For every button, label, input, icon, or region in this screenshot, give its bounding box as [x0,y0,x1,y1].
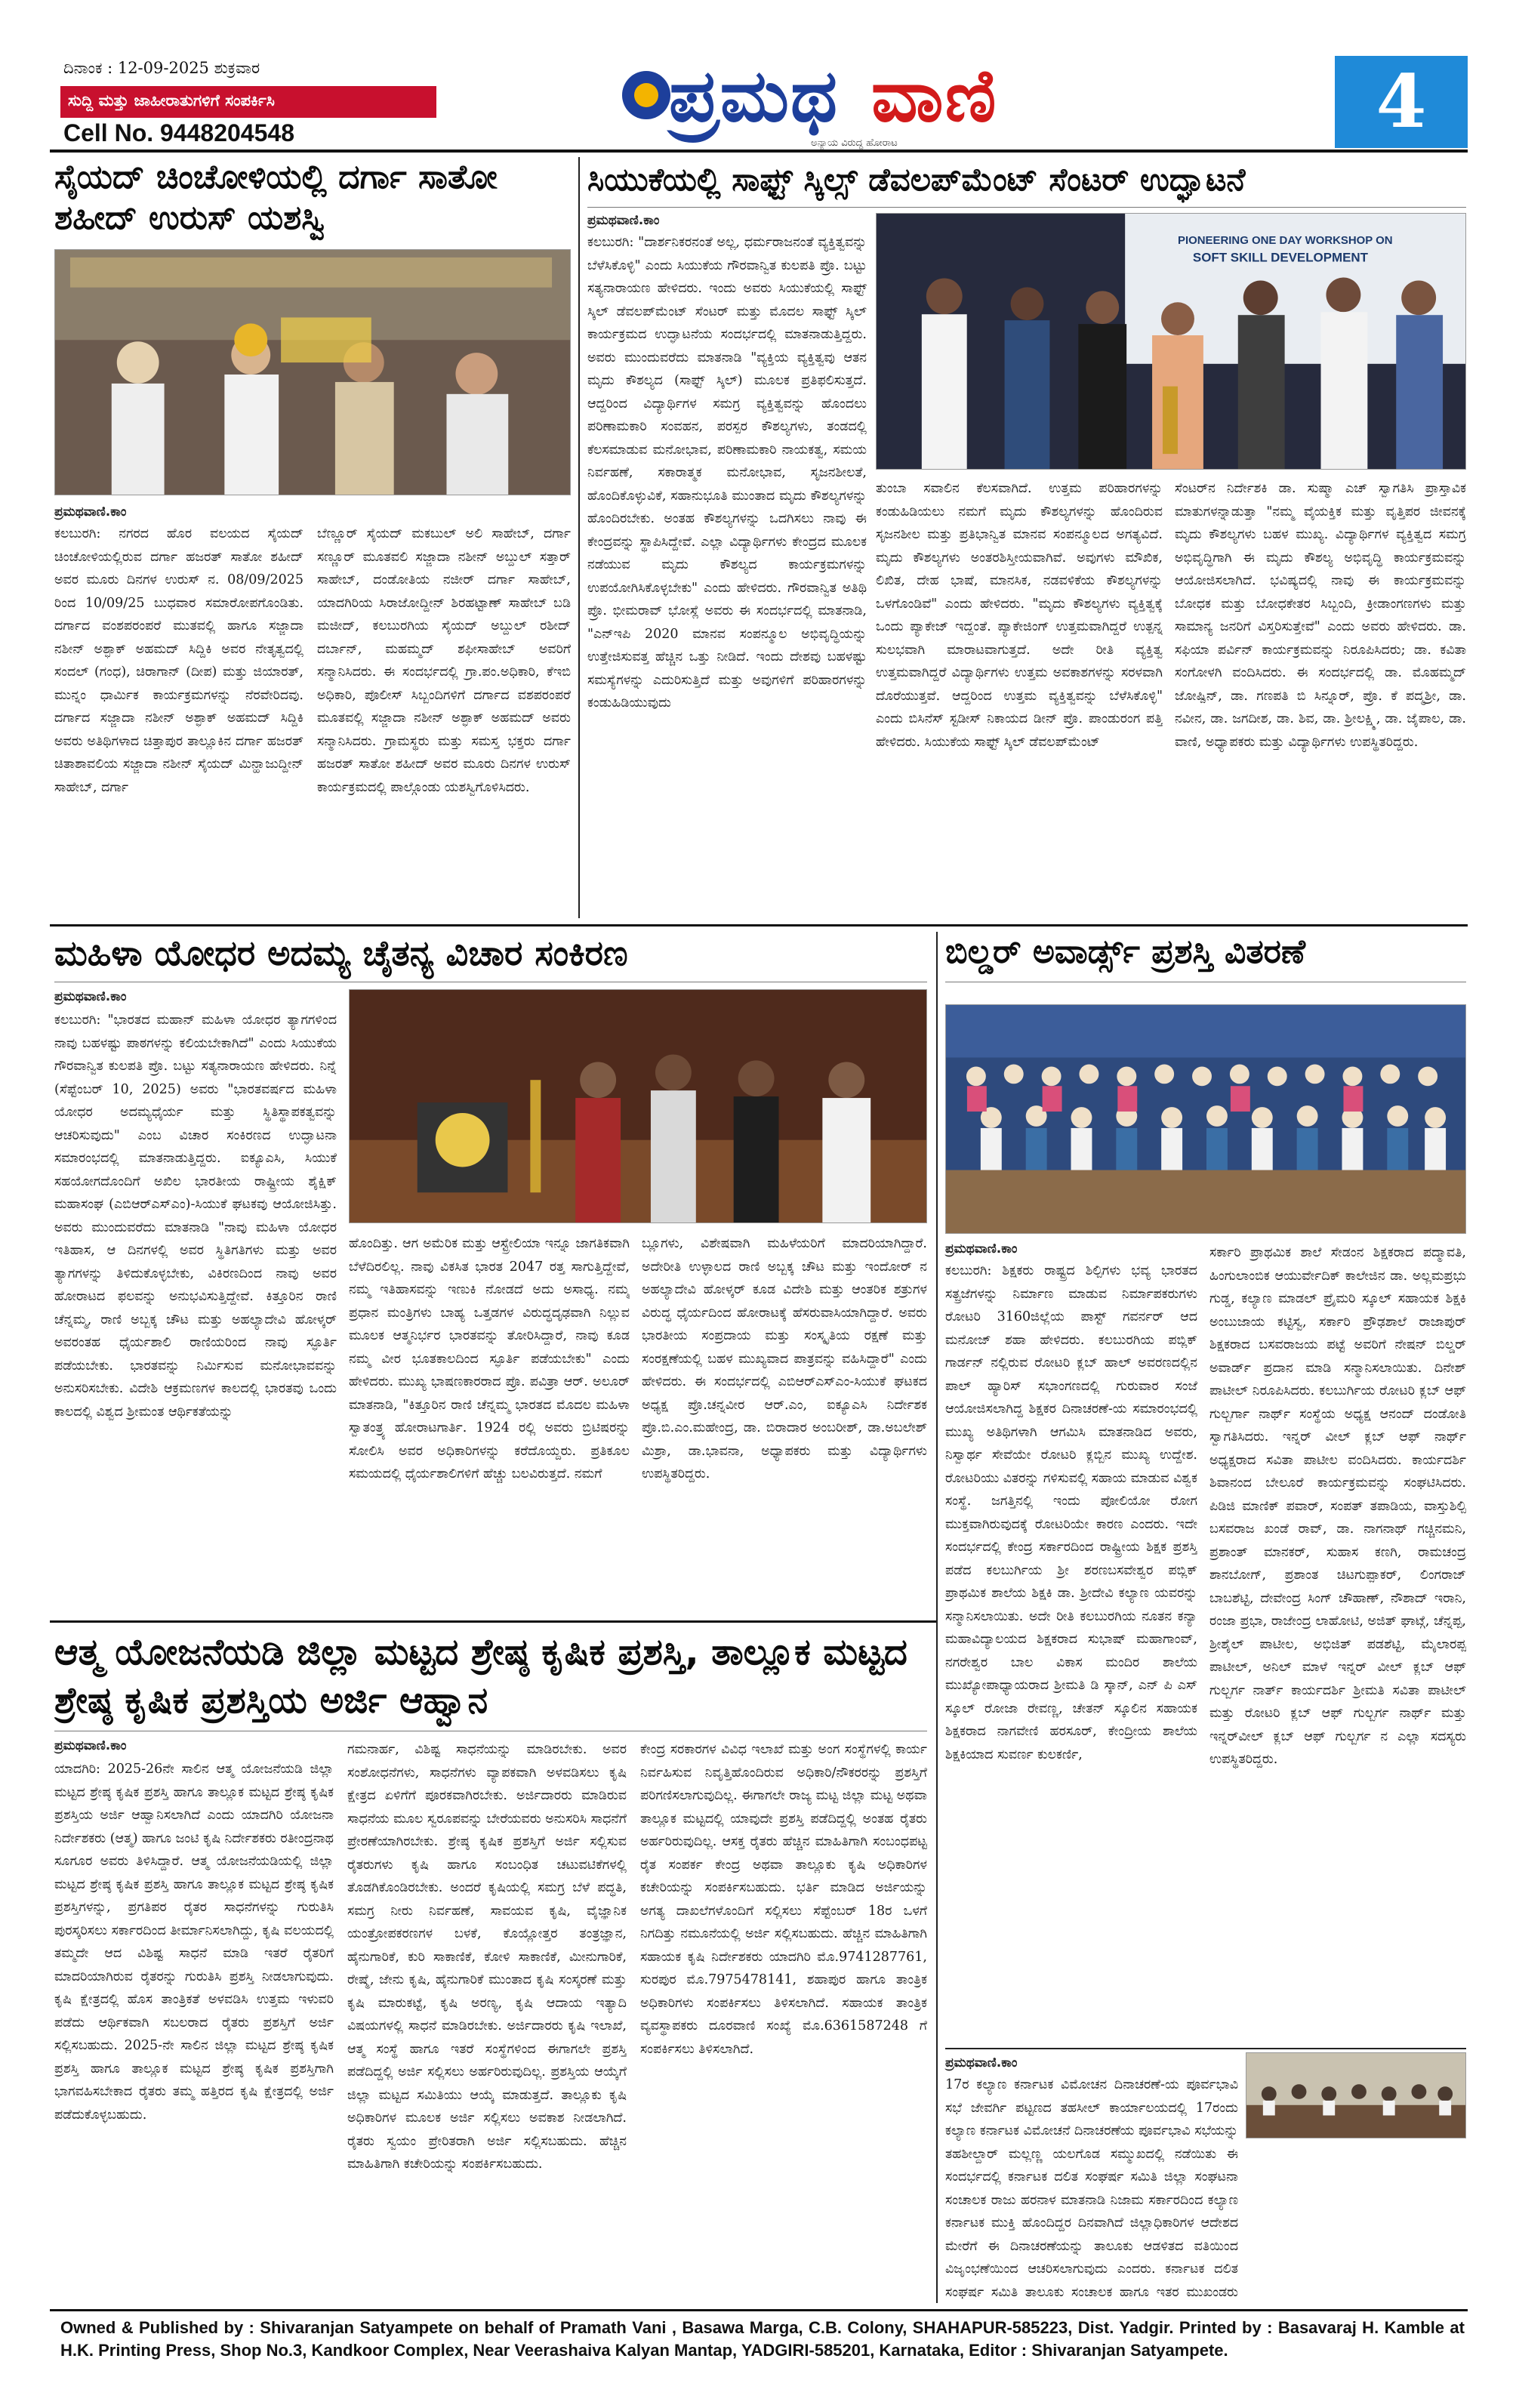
date-line: ದಿನಾಂಕ : 12-09-2025 ಶುಕ್ರವಾರ [63,59,260,77]
stage-banner-line2: SOFT SKILL DEVELOPMENT [1192,250,1369,265]
atma-text-col2: ಗಮನಾರ್ಹ, ವಿಶಿಷ್ಟ ಸಾಧನೆಯನ್ನು ಮಾಡಿರಬೇಕು. ಅವರ ಸಂಶೋಧನೆಗಳು, ಸಾಧನೆಗಳು ವ್ಯಾಪಕವಾಗಿ ಅಳವಡಿಸಲು ಕೃಷಿ ಕ್ಷೇತ್ರದ ಏಳಿಗೆಗೆ ಪೂರಕವಾಗಿರಬೇಕು. ಅರ್ಜಿದಾರರು ಮಾಡಿರುವ ಸಾಧನೆಯ ಮೂಲ ಸ್ವರೂಪವನ್ನು ಬೇರೆಯವರು ಅನುಸರಿಸಿ ಸಾಧನೆಗೆ ಪ್ರೇರಣೆಯಾಗಿರಬೇಕು. ಶ್ರೇಷ್ಠ ಕೃಷಿಕ ಪ್ರಶಸ್ತಿಗೆ ಅರ್ಜಿ ಸಲ್ಲಿಸುವ ರೈತರುಗಳು ಕೃಷಿ ಹಾಗೂ ಸಂಬಂಧಿತ ಚಟುವಟಿಕೆಗಳಲ್ಲಿ ತೊಡಗಿಕೊಂಡಿರಬೇಕು. ಅಂದರೆ ಕೃಷಿಯಲ್ಲಿ ಸಮಗ್ರ ಬೆಳೆ ಪದ್ಧತಿ, ಸಮಗ್ರ ನೀರು ನಿರ್ವಹಣೆ, ಸಾವಯವ ಕೃಷಿ, ವೈಜ್ಞಾನಿಕ ಯಂತ್ರೋಪಕರಣಗಳ ಬಳಕೆ, ಕೊಯ್ಲೋತ್ತರ ತಂತ್ರಜ್ಞಾನ, ಹೈನುಗಾರಿಕೆ, ಕುರಿ ಸಾಕಾಣಿಕೆ, ಕೋಳಿ ಸಾಕಾಣಿಕೆ, ಮೀನುಗಾರಿಕೆ, ರೇಷ್ಮೆ, ಜೇನು ಕೃಷಿ, ಹೈನುಗಾರಿಕೆ ಮುಂತಾದ ಕೃಷಿ ಸಂಸ್ಕರಣೆ ಮತ್ತು ಕೃಷಿ ಮಾರುಕಟ್ಟೆ, ಕೃಷಿ ಅರಣ್ಯ, ಕೃಷಿ ಆದಾಯ ಇತ್ಯಾದಿ ವಿಷಯಗಳಲ್ಲಿ ಸಾಧನೆ ಮಾಡಿರಬೇಕು. ಅರ್ಜಿದಾರರು ಕೃಷಿ ಇಲಾಖೆ, ಆತ್ಮ ಸಂಸ್ಥೆ ಹಾಗೂ ಇತರೆ ಸಂಸ್ಥೆಗಳಿಂದ ಈಗಾಗಲೇ ಪ್ರಶಸ್ತಿ ಪಡೆದಿದ್ದಲ್ಲಿ ಅರ್ಜಿ ಸಲ್ಲಿಸಲು ಅರ್ಹರಿರುವುದಿಲ್ಲ. ಪ್ರಶಸ್ತಿಯ ಆಯ್ಕೆಗೆ ಜಿಲ್ಲಾ ಮಟ್ಟದ ಸಮಿತಿಯು ಆಯ್ಕೆ ಮಾಡುತ್ತದೆ. ತಾಲ್ಲೂಕು ಕೃಷಿ ಅಧಿಕಾರಿಗಳ ಮೂಲಕ ಅರ್ಜಿ ಸಲ್ಲಿಸಲು ಅವಕಾಶ ನೀಡಲಾಗಿದೆ. ರೈತರು ಸ್ವಯಂ ಪ್ರೇರಿತರಾಗಿ ಅರ್ಜಿ ಸಲ್ಲಿಸಬಹುದು. ಹೆಚ್ಚಿನ ಮಾಹಿತಿಗಾಗಿ ಕಚೇರಿಯನ್ನು ಸಂಪರ್ಕಿಸಬಹುದು. [347,1742,627,2172]
logo-tagline: ಅನ್ಯಾಯ ವಿರುದ್ಧ ಹೋರಾಟ [811,137,898,149]
dargah-headline: ಸೈಯದ್ ಚಿಂಚೋಳಿಯಲ್ಲಿ ದರ್ಗಾ ಸಾತೋ ಶಹೀದ್ ಉರುಸ್ ಯಶಸ್ವಿ [54,158,498,237]
women-text-col3: ಬ್ಲೂಗಳು, ವಿಶೇಷವಾಗಿ ಮಹಿಳೆಯರಿಗೆ ಮಾದರಿಯಾಗಿದ್ದಾರೆ. ಅದೇರೀತಿ ಉಳ್ಳಾಲದ ರಾಣಿ ಅಬ್ಬಕ್ಕ ಚೌಟ ಮತ್ತು ಇಂದೋರ್ ನ ಅಹಲ್ಯಾದೇವಿ ಹೋಳ್ಕರ್ ಕೂಡ ವಿದೇಶಿ ಮತ್ತು ಆಂತರಿಕ ಶತ್ರುಗಳ ವಿರುದ್ಧ ಧೈರ್ಯದಿಂದ ಹೋರಾಟಕ್ಕೆ ಹೆಸರುವಾಸಿಯಾಗಿದ್ದಾರೆ. ಅವರು ಭಾರತೀಯ ಸಂಪ್ರದಾಯ ಮತ್ತು ಸಂಸ್ಕೃತಿಯ ರಕ್ಷಣೆ ಮತ್ತು ಸಂರಕ್ಷಣೆಯಲ್ಲಿ ಬಹಳ ಮುಖ್ಯವಾದ ಪಾತ್ರವನ್ನು ವಹಿಸಿದ್ದಾರೆ" ಎಂದು ಹೇಳಿದರು. ಈ ಸಂದರ್ಭದಲ್ಲಿ ಎಬಿಆರ್‌ಎಸ್‌ಎಂ-ಸಿಯುಕೆ ಘಟಕದ ಅಧ್ಯಕ್ಷ ಪ್ರೊ.ಚನ್ನವೀರ ಆರ್.ಎಂ, ಐಕ್ಯೂಎಸಿ ನಿರ್ದೇಶಕ ಪ್ರೊ.ಬಿ.ಎಂ.ಮಹೇಂದ್ರ, ಡಾ. ಬಿರಾದಾರ ಅಂಬರೀಶ್, ಡಾ.ಅಬಲೇಶ್ ಮಿಶ್ರಾ, ಡಾ.ಭಾವನಾ, ಅಧ್ಯಾಪಕರು ಮತ್ತು ವಿದ್ಯಾರ್ಥಿಗಳು ಉಪಸ್ಥಿತರಿದ್ದರು. [642,1236,927,1481]
imprint-line: Owned & Published by : Shivaranjan Satyampete on behalf of Pramath Vani , Basawa Marga, C.B. Colony, SHAHAPUR-585223, Dist. Yadgir. Printed by : Basavaraj H. Kamble at H.K. Printing Press, Shop No.3, Kandkoor Complex, Near Veerashaiva Kalyan Mantap, YADGIRI-585201, Karnataka, Editor : Shivaranjan Satyampete. [60,2318,1465,2360]
logo-word-vani: ವಾಣಿ [871,54,998,138]
builders-photo [945,1004,1466,1234]
page-number: 4 [1335,56,1468,148]
women-byline: ಪ್ರಮಥವಾಣಿ.ಕಾಂ [54,989,127,1004]
samiti-byline: ಪ್ರಮಥವಾಣಿ.ಕಾಂ [945,2055,1018,2070]
samiti-text-col1: 17ರ ಕಲ್ಯಾಣ ಕರ್ನಾಟಕ ವಿಮೋಚನ ದಿನಾಚರಣೆ-ಯ ಪೂರ್ವಭಾವಿ ಸಭೆ ಜೇವರ್ಗಿ ಪಟ್ಟಣದ ತಹಸೀಲ್ ಕಾರ್ಯಾಲಯದಲ್ಲಿ 17ರಂದು ಕಲ್ಯಾಣ ಕರ್ನಾಟಕ ವಿಮೋಚನೆ ದಿನಾಚರಣೆಯ ಪೂರ್ವಭಾವಿ ಸಭೆಯನ್ನು ತಹಶೀಲ್ದಾರ್ ಮಲ್ಲಣ್ಣ ಯಲಗೊಡ ಸಮ್ಮುಖದಲ್ಲಿ ನಡೆಯಿತು ಈ ಸಂದರ್ಭದಲ್ಲಿ ಕರ್ನಾಟಕ ದಲಿತ ಸಂಘರ್ಷ ಸಮಿತಿ ಜಿಲ್ಲಾ ಸಂಘಟನಾ ಸಂಚಾಲಕ ರಾಜು ಹರನಾಳ ಮಾತನಾಡಿ ನಿಜಾಮ ಸರ್ಕಾರದಿಂದ ಕಲ್ಯಾಣ ಕರ್ನಾಟಕ ಮುಕ್ತಿ ಹೊಂದಿದ್ದರ ದಿನವಾಗಿದೆ ಜಿಲ್ಲಾಧಿಕಾರಿಗಳ ಆದೇಶದ ಮೇರೆಗೆ ಈ ದಿನಾಚರಣೆಯನ್ನು ತಾಲೂಕು ಆಡಳಿತದ ವತಿಯಿಂದ ವಿಜೃಂಭಣೆಯಿಂದ ಆಚರಿಸಲಾಗುವುದು ಎಂದರು. ಕರ್ನಾಟಕ ದಲಿತ ಸಂಘರ್ಷ ಸಮಿತಿ ತಾಲೂಕು ಸಂಚಾಲಕ ಹಾಗೂ ಇತರ ಮುಖಂಡರು [945,2077,1238,2300]
dargah-byline: ಪ್ರಮಥವಾಣಿ.ಕಾಂ [54,504,127,520]
softskills-text-col2: ತುಂಬಾ ಸವಾಲಿನ ಕೆಲಸವಾಗಿದೆ. ಉತ್ತಮ ಪರಿಹಾರಗಳನ್ನು ಕಂಡುಹಿಡಿಯಲು ನಮಗೆ ಮೃದು ಕೌಶಲ್ಯಗಳನ್ನು ಹೊಂದಿರುವ ಸೃಜನಶೀಲ ಮತ್ತು ಪ್ರತಿಭಾನ್ವಿತ ಮಾನವ ಸಂಪನ್ಮೂಲದ ಅಗತ್ಯವಿದೆ. ಮೃದು ಕೌಶಲ್ಯಗಳು ಅಂತರಶಿಸ್ತೀಯವಾಗಿವೆ. ಅವುಗಳು ಮೌಖಿಕ, ಲಿಖಿತ, ದೇಹ ಭಾಷೆ, ಮಾನಸಿಕ, ನಡವಳಿಕೆಯ ಕೌಶಲ್ಯಗಳನ್ನು ಒಳಗೊಂಡಿವೆ" ಎಂದು ಹೇಳಿದರು. "ಮೃದು ಕೌಶಲ್ಯಗಳು ವ್ಯಕ್ತಿತ್ವಕ್ಕೆ ಒಂದು ಪ್ಯಾಕೇಜ್ ಇದ್ದಂತೆ. ಪ್ಯಾಕೇಜಿಂಗ್ ಉತ್ತಮವಾಗಿದ್ದರೆ ಉತ್ಪನ್ನ ಸುಲಭವಾಗಿ ಮಾರಾಟವಾಗುತ್ತದೆ. ಅದೇ ರೀತಿ ವ್ಯಕ್ತಿತ್ವ ಉತ್ತಮವಾಗಿದ್ದರೆ ವಿದ್ಯಾರ್ಥಿಗಳು ಉತ್ತಮ ಅವಕಾಶಗಳನ್ನು ಸರಳವಾಗಿ ದೊರೆಯುತ್ತವೆ. ಆದ್ದರಿಂದ ಉತ್ತಮ ವ್ಯಕ್ತಿತ್ವವನ್ನು ಬೆಳೆಸಿಕೊಳ್ಳಿ" ಎಂದು ಬಿಸಿನೆಸ್ ಸ್ಟಡೀಸ್ ನಿಕಾಯದ ಡೀನ್ ಪ್ರೊ. ಪಾಂಡುರಂಗ ಪತ್ತಿ ಹೇಳಿದರು. ಸಿಯುಕೆಯ ಸಾಫ್ಟ್ ಸ್ಕಿಲ್ ಡೆವಲಪ್‌ಮೆಂಟ್ [876,481,1163,750]
section-divider [50,924,1468,927]
builders-headline: ಬಿಲ್ಡರ್ ಅವಾರ್ಡ್ಸ್ ಪ್ರಶಸ್ತಿ ವಿತರಣೆ [945,933,1305,971]
headline-underline [587,207,1466,208]
builders-byline: ಪ್ರಮಥವಾಣಿ.ಕಾಂ [945,1241,1018,1256]
masthead-rule [50,150,1468,153]
cell-number: Cell No. 9448204548 [63,119,294,146]
atma-headline: ಆತ್ಮ ಯೋಜನೆಯಡಿ ಜಿಲ್ಲಾ ಮಟ್ಟದ ಶ್ರೇಷ್ಠ ಕೃಷಿಕ ಪ್ರಶಸ್ತಿ, ತಾಲ್ಲೂಕ ಮಟ್ಟದ ಶ್ರೇಷ್ಠ ಕೃಷಿಕ ಪ್ರಶಸ್ತಿಯ ಅರ್ಜಿ ಆಹ್ವಾನ [54,1631,907,1722]
women-text-col1: ಕಲಬುರಗಿ: "ಭಾರತದ ಮಹಾನ್ ಮಹಿಳಾ ಯೋಧರ ತ್ಯಾಗಗಳಿಂದ ನಾವು ಬಹಳಷ್ಟು ಪಾಠಗಳನ್ನು ಕಲಿಯಬೇಕಾಗಿದೆ" ಎಂದು ಸಿಯುಕೆಯ ಗೌರವಾನ್ವಿತ ಕುಲಪತಿ ಪ್ರೊ. ಬಟ್ಟು ಸತ್ಯನಾರಾಯಣ ಹೇಳಿದರು. ನಿನ್ನೆ (ಸೆಪ್ಟೆಂಬರ್ 10, 2025) ಅವರು "ಭಾರತವರ್ಷದ ಮಹಿಳಾ ಯೋಧರ ಅದಮ್ಯಧೈರ್ಯ ಮತ್ತು ಸ್ಥಿತಿಸ್ಥಾಪಕತ್ವವನ್ನು ಆಚರಿಸುವುದು" ಎಂಬ ವಿಚಾರ ಸಂಕಿರಣದ ಉದ್ಘಾಟನಾ ಸಮಾರಂಭದಲ್ಲಿ ಮಾತನಾಡುತ್ತಿದ್ದರು. ಐಕ್ಯೂಎಸಿ, ಸಿಯುಕೆ ಸಹಯೋಗದೊಂದಿಗೆ ಅಖಿಲ ಭಾರತೀಯ ರಾಷ್ಟ್ರೀಯ ಶೈಕ್ಷಿಕ್ ಮಹಾಸಂಘ (ಎಬಿಆರ್‌ಎಸ್‌ಎಂ)-ಸಿಯುಕೆ ಘಟಕವು ಆಯೋಜಿಸಿತ್ತು. ಅವರು ಮುಂದುವರೆದು ಮಾತನಾಡಿ "ನಾವು ಮಹಿಳಾ ಯೋಧರ ಇತಿಹಾಸ, ಆ ದಿನಗಳಲ್ಲಿ ಅವರ ಸ್ಥಿತಿಗತಿಗಳು ಮತ್ತು ಅವರ ತ್ಯಾಗಗಳನ್ನು ತಿಳಿದುಕೊಳ್ಳಬೇಕು, ವಿಕಿರಣದಿಂದ ನಾವು ಅವರ ಹೋರಾಟದ ಫಲವನ್ನು ಅನುಭವಿಸುತ್ತಿದ್ದೇವೆ. ಕಿತ್ತೂರಿನ ರಾಣಿ ಚೆನ್ನಮ್ಮ, ರಾಣಿ ಅಬ್ಬಕ್ಕ ಚೌಟ ಮತ್ತು ಅಹಲ್ಯಾದೇವಿ ಹೋಳ್ಕರ್ ಅವರಂತಹ ಧೈರ್ಯಶಾಲಿ ರಾಣಿಯರಿಂದ ನಾವು ಸ್ಫೂರ್ತಿ ಪಡೆಯಬೇಕು. ಭಾರತವನ್ನು ನಿರ್ಮಿಸುವ ಮನೋಭಾವವನ್ನು ಅನುಸರಿಸಬೇಕು. ವಿದೇಶಿ ಆಕ್ರಮಣಗಳ ಕಾಲದಲ್ಲಿ ಭಾರತವು ಒಂದು ಕಾಲದಲ್ಲಿ ವಿಶ್ವದ ಶ್ರೀಮಂತ ಆರ್ಥಿಕತೆಯನ್ನು [54,1013,337,1420]
softskills-photo [876,213,1466,470]
newspaper-logo [622,54,1045,148]
softskills-text-col1: ಕಲಬುರಗಿ: "ದಾರ್ಶನಿಕರನಂತೆ ಅಲ್ಲ, ಧರ್ಮರಾಜನಂತೆ ವ್ಯಕ್ತಿತ್ವವನ್ನು ಬೆಳೆಸಿಕೊಳ್ಳಿ" ಎಂದು ಸಿಯುಕೆಯ ಗೌರವಾನ್ವಿತ ಕುಲಪತಿ ಪ್ರೊ. ಬಟ್ಟು ಸತ್ಯನಾರಾಯಣ ಹೇಳಿದರು. ಇಂದು ಅವರು ಸಿಯುಕೆಯಲ್ಲಿ ಸಾಫ್ಟ್ ಸ್ಕಿಲ್ ಡೆವಲಪ್‌ಮೆಂಟ್ ಸೆಂಟರ್ ಮತ್ತು ಮೊದಲ ಸಾಫ್ಟ್ ಸ್ಕಿಲ್ ಕಾರ್ಯಕ್ರಮದ ಉದ್ಘಾಟನೆಯ ಸಂದರ್ಭದಲ್ಲಿ ಮಾತನಾಡುತ್ತಿದ್ದರು. ಅವರು ಮುಂದುವರೆದು ಮಾತನಾಡಿ "ವ್ಯಕ್ತಿಯ ವ್ಯಕ್ತಿತ್ವವು ಆತನ ಮೃದು ಕೌಶಲ್ಯದ (ಸಾಫ್ಟ್ ಸ್ಕಿಲ್) ಮೂಲಕ ಪ್ರತಿಫಲಿಸುತ್ತದೆ. ಆದ್ದರಿಂದ ವಿದ್ಯಾರ್ಥಿಗಳ ಸಮಗ್ರ ವ್ಯಕ್ತಿತ್ವವನ್ನು ಹೊಂದಲು ಪರಿಣಾಮಕಾರಿ ಸಂವಹನ, ಪರಸ್ಪರ ಕೌಶಲ್ಯಗಳು, ತಂಡದಲ್ಲಿ ಕೆಲಸಮಾಡುವ ಮನೋಭಾವ, ಪರಿಣಾಮಕಾರಿ ನಾಯಕತ್ವ, ಸಮಯ ನಿರ್ವಹಣೆ, ಸಕಾರಾತ್ಮಕ ಮನೋಭಾವ, ಸೃಜನಶೀಲತೆ, ಹೊಂದಿಕೊಳ್ಳುವಿಕೆ, ಸಹಾನುಭೂತಿ ಮುಂತಾದ ಮೃದು ಕೌಶಲ್ಯಗಳನ್ನು ಹೊಂದಿರಬೇಕು. ಅಂತಹ ಕೌಶಲ್ಯಗಳನ್ನು ಒದಗಿಸಲು ನಾವು ಈ ಕೇಂದ್ರವನ್ನು ಸ್ಥಾಪಿಸಿದ್ದೇವೆ. ಎಲ್ಲಾ ವಿದ್ಯಾರ್ಥಿಗಳು ಕೇಂದ್ರದ ಮೂಲಕ ನಡೆಯುವ ಮೃದು ಕೌಶಲ್ಯದ ಕಾರ್ಯಕ್ರಮಗಳನ್ನು ಉಪಯೋಗಿಸಿಕೊಳ್ಳಬೇಕು" ಎಂದು ಹೇಳಿದರು. ಗೌರವಾನ್ವಿತ ಅತಿಥಿ ಪ್ರೊ. ಭೀಮರಾವ್ ಭೋಸ್ಲೆ ಅವರು ಈ ಸಂದರ್ಭದಲ್ಲಿ ಮಾತನಾಡಿ, "ಎನ್‌ಇಪಿ 2020 ಮಾನವ ಸಂಪನ್ಮೂಲ ಅಭಿವೃದ್ಧಿಯನ್ನು ಉತ್ತೇಜಿಸುವತ್ತ ಹೆಚ್ಚಿನ ಒತ್ತು ನೀಡಿದೆ. ಇಂದು ದೇಶವು ಬಹಳಷ್ಟು ಸಮಸ್ಯೆಗಳನ್ನು ಎದುರಿಸುತ್ತಿದೆ ಮತ್ತು ಅವುಗಳಿಗೆ ಪರಿಹಾರಗಳನ್ನು ಕಂಡುಹಿಡಿಯುವುದು [587,235,867,711]
masthead [50,50,1468,156]
women-text-col2: ಹೊಂದಿತ್ತು. ಆಗ ಅಮೆರಿಕ ಮತ್ತು ಆಸ್ಟ್ರೇಲಿಯಾ ಇನ್ನೂ ಜಾಗತಿಕವಾಗಿ ಬೆಳೆದಿರಲಿಲ್ಲ. ನಾವು ವಿಕಸಿತ ಭಾರತ 2047 ರತ್ತ ಸಾಗುತ್ತಿದ್ದೇವೆ, ನಮ್ಮ ಇತಿಹಾಸವನ್ನು ಇಣುಕಿ ನೋಡದೆ ಅದು ಅಸಾಧ್ಯ. ನಮ್ಮ ಪ್ರಧಾನ ಮಂತ್ರಿಗಳು ಬಾಹ್ಯ ಒತ್ತಡಗಳ ವಿರುದ್ಧದೃಢವಾಗಿ ನಿಲ್ಲುವ ಮೂಲಕ ಆತ್ಮನಿರ್ಭರ ಭಾರತವನ್ನು ತೋರಿಸಿದ್ದಾರೆ, ನಾವು ಕೂಡ ನಮ್ಮ ವೀರ ಭೂತಕಾಲದಿಂದ ಸ್ಫೂರ್ತಿ ಪಡೆಯಬೇಕು" ಎಂದು ಹೇಳಿದರು. ಮುಖ್ಯ ಭಾಷಣಕಾರರಾದ ಪ್ರೊ. ಪವಿತ್ರಾ ಆರ್. ಅಲೂರ್ ಮಾತನಾಡಿ, "ಕಿತ್ತೂರಿನ ರಾಣಿ ಚೆನ್ನಮ್ಮ ಭಾರತದ ಮೊದಲ ಮಹಿಳಾ ಸ್ವಾತಂತ್ರ್ಯ ಹೋರಾಟಗಾರ್ತಿ. 1924 ರಲ್ಲಿ ಅವರು ಬ್ರಿಟಿಷರನ್ನು ಸೋಲಿಸಿ ಅವರ ಅಧಿಕಾರಿಗಳನ್ನು ಕರೆದೊಯ್ದರು. ಪ್ರತಿಕೂಲ ಸಮಯದಲ್ಲಿ ಧೈರ್ಯಶಾಲಿಗಳಿಗೆ ಹೆಚ್ಚು ಬಲವಿರುತ್ತದೆ. ನಮಗೆ [349,1236,630,1481]
dargah-text-col1: ಕಲಬುರಗಿ: ನಗರದ ಹೊರ ವಲಯದ ಸೈಯದ್ ಚಿಂಚೋಳಿಯಲ್ಲಿರುವ ದರ್ಗಾ ಹಜರತ್ ಸಾತೋ ಶಹೀದ್ ಅವರ ಮೂರು ದಿನಗಳ ಉರುಸ್ ನ. 08/09/2025 ರಿಂದ 10/09/25 ಬುಧವಾರ ಸಮಾರೋಪಗೊಂಡಿತು. ದರ್ಗಾದ ವಂಶಪರಂಪರೆ ಮುತವಲ್ಲಿ ಹಾಗೂ ಸಜ್ಜಾದಾ ನಶೀನ್ ಅಶ್ಫಾಕ್ ಅಹಮದ್ ಸಿದ್ದಿಕಿ ಅವರ ನೇತೃತ್ವದಲ್ಲಿ ಸಂದಲ್ (ಗಂಧ), ಚಿರಾಗಾನ್ (ದೀಪ) ಮತ್ತು ಜಿಯಾರತ್, ಮುನ್ನಂ ಧಾರ್ಮಿಕ ಕಾರ್ಯಕ್ರಮಗಳನ್ನು ನೆರವೇರಿದವು. ದರ್ಗಾದ ಸಜ್ಜಾದಾ ನಶೀನ್ ಅಶ್ಫಾಕ್ ಅಹಮದ್ ಸಿದ್ದಿಕಿ ಅವರು ಅತಿಥಿಗಳಾದ ಚಿತ್ತಾಪುರ ತಾಲ್ಲೂಕಿನ ದರ್ಗಾ ಹಜರತ್ ಚಿತಾಶಾವಲಿಯ ಸಜ್ಜಾದಾ ನಶೀನ್ ಸೈಯದ್ ಮಿನ್ಹಾಜುದ್ದೀನ್ ಸಾಹೇಬ್, ದರ್ಗಾ [54,526,304,795]
atma-byline: ಪ್ರಮಥವಾಣಿ.ಕಾಂ [54,1738,127,1753]
women-photo [349,989,927,1223]
column-divider [578,157,580,918]
logo-word-pramatha: ಪ್ರಮಥ [669,54,840,138]
emblem-icon [622,71,670,119]
builders-text-col2: ಸರ್ಕಾರಿ ಪ್ರಾಥಮಿಕ ಶಾಲೆ ಸೇಡಂನ ಶಿಕ್ಷಕರಾದ ಪದ್ಮಾವತಿ, ಹಿಂಗುಲಾಂಬಿಕ ಆಯುರ್ವೇದಿಕ್ ಕಾಲೇಜಿನ ಡಾ. ಅಲ್ಲಮಪ್ರಭು ಗುಡ್ಡ, ಕಲ್ಯಾಣ ಮಾಡಲ್ ಪ್ರೈಮರಿ ಸ್ಕೂಲ್ ಸಹಾಯಕ ಶಿಕ್ಷಕಿ ಅಂಬುಜಾಯ ಕಟ್ಟಿಸ್ವ, ಸರ್ಕಾರಿ ಪ್ರೌಢಶಾಲೆ ರಾಜಾಪುರ್ ಶಿಕ್ಷಕರಾದ ಬಸವರಾಜಯ ಪಟ್ಟೆ ಅವರಿಗೆ ನೇಷನ್ ಬಿಲ್ಡರ್ ಅವಾರ್ಡ್ ಪ್ರದಾನ ಮಾಡಿ ಸನ್ಮಾನಿಸಲಾಯಿತು. ದಿನೇಶ್ ಪಾಟೀಲ್ ನಿರೂಪಿಸಿದರು. ಕಲಬುರ್ಗಿಯ ರೋಟರಿ ಕ್ಲಬ್ ಆಫ್ ಗುಲ್ಬರ್ಗಾ ನಾರ್ಥ್ ಸಂಸ್ಥೆಯ ಅಧ್ಯಕ್ಷ ಆನಂದ್ ದಂಡೋತಿ ಸ್ವಾಗತಿಸಿದರು. ಇನ್ನರ್ ವೀಲ್ ಕ್ಲಬ್ ಆಫ್ ನಾರ್ಥ್ ಅಧ್ಯಕ್ಷರಾದ ಸವಿತಾ ಪಾಟೀಲ ವಂದಿಸಿದರು. ಕಾರ್ಯದರ್ಶಿ ಶಿವಾನಂದ ಬೇಲೂರೆ ಕಾರ್ಯಕ್ರಮವನ್ನು ಸಂಘಟಿಸಿದರು. ಪಿಡಿಜಿ ಮಾಣಿಕ್ ಪವಾರ್, ಸಂಪತ್ ತಪಾಡಿಯ, ವಾಸ್ತುಶಿಲ್ಪಿ ಬಸವರಾಜ ಖಂಡೆ ರಾವ್, ಡಾ. ನಾಗನಾಥ್ ಗಚ್ಚಿನಮನಿ, ಪ್ರಶಾಂತ್ ಮಾನಕರ್, ಸುಹಾಸ ಕಣಗಿ, ರಾಮಚಂದ್ರ ಶಾನಬೋಗ್, ಪ್ರಶಾಂತ ಚಿಟಗುಪ್ಪಾಕರ್, ಲಿಂಗರಾಜ್ ಬಾಬಶೆಟ್ಟಿ, ದೇವೇಂದ್ರ ಸಿಂಗ್ ಚೌಹಾಣ್, ನೌಶಾದ್ ಇರಾನಿ, ರಂಜಾ ಪ್ರಭಾ, ರಾಜೇಂದ್ರ ಲಾಹೋಟಿ, ಅಜಿತ್ ಘಾಟ್ಗೆ, ಚೆನ್ನಪ್ಪ, ಶ್ರೀಶೈಲ್ ಪಾಟೀಲ, ಅಭಿಜಿತ್ ಪಡಶೆಟ್ಟಿ, ಮೈಲಾರಪ್ಪ ಪಾಟೀಲ್, ಅನಿಲ್ ಮಾಳೆ ಇನ್ನರ್ ವೀಲ್ ಕ್ಲಬ್ ಆಫ್ ಗುಲ್ಬರ್ಗ ನಾರ್ತ್ ಕಾರ್ಯದರ್ಶಿ ಶ್ರೀಮತಿ ಸವಿತಾ ಪಾಟೀಲ್ ಮತ್ತು ರೋಟರಿ ಕ್ಲಬ್ ಆಫ್ ಗುಲ್ಬರ್ಗ ನಾರ್ಥ್ ಮತ್ತು ಇನ್ನರ್‌ವೀಲ್ ಕ್ಲಬ್ ಆಫ್ ಗುಲ್ಬರ್ಗ ನ ಎಲ್ಲಾ ಸದಸ್ಯರು ಉಪಸ್ಥಿತರಿದ್ದರು. [1209,1245,1466,1767]
builders-text-col1: ಕಲಬುರಗಿ: ಶಿಕ್ಷಕರು ರಾಷ್ಟ್ರದ ಶಿಲ್ಪಿಗಳು ಭವ್ಯ ಭಾರತದ ಸತ್ಪ್ರಜೆಗಳನ್ನು ನಿರ್ಮಾಣ ಮಾಡುವ ನಿರ್ಮಾಪಕರುಗಳು ರೋಟರಿ 3160ಜಿಲ್ಲೆಯ ಪಾಸ್ಟ್ ಗವರ್ನರ್ ಆದ ಮನೋಜ್ ಶಹಾ ಹೇಳಿದರು. ಕಲಬುರಗಿಯ ಪಬ್ಲಿಕ್ ಗಾರ್ಡನ್ ನಲ್ಲಿರುವ ರೋಟರಿ ಕ್ಲಬ್ ಹಾಲ್ ಅವರಣದಲ್ಲಿನ ಪಾಲ್ ಹ್ಯಾರಿಸ್ ಸಭಾಂಗಣದಲ್ಲಿ ಗುರುವಾರ ಸಂಜೆ ಆಯೋಜಿಸಲಾಗಿದ್ದ ಶಿಕ್ಷಕರ ದಿನಾಚರಣೆ-ಯ ಸಮಾರಂಭದಲ್ಲಿ ಮುಖ್ಯ ಅತಿಥಿಗಳಾಗಿ ಆಗಮಿಸಿ ಮಾತನಾಡಿದ ಅವರು, ನಿಸ್ವಾರ್ಥ ಸೇವೆಯೇ ರೋಟರಿ ಕ್ಲಬ್ಬಿನ ಮುಖ್ಯ ಉದ್ದೇಶ. ರೋಟರಿಯು ವಿತರನ್ನು ಗಳಿಸುವಲ್ಲಿ ಸಹಾಯ ಮಾಡುವ ವಿಶ್ವಕ ಸಂಸ್ಥೆ. ಜಗತ್ತಿನಲ್ಲಿ ಇಂದು ಪೋಲಿಯೋ ರೋಗ ಮುಕ್ತವಾಗಿರುವುದಕ್ಕೆ ರೋಟರಿಯೇ ಕಾರಣ ಎಂದರು. ಇದೇ ಸಂದರ್ಭದಲ್ಲಿ ಕೇಂದ್ರ ಸರ್ಕಾರದಿಂದ ರಾಷ್ಟ್ರೀಯ ಶಿಕ್ಷಕ ಪ್ರಶಸ್ತಿ ಪಡೆದ ಕಲಬುರ್ಗಿಯ ಶ್ರೀ ಶರಣಬಸವೇಶ್ವರ ಪಬ್ಲಿಕ್ ಪ್ರಾಥಮಿಕ ಶಾಲೆಯ ಶಿಕ್ಷಕಿ ಡಾ. ಶ್ರೀದೇವಿ ಕಲ್ಯಾಣ ಯವರನ್ನು ಸನ್ಮಾನಿಸಲಾಯಿತು. ಅದೇ ರೀತಿ ಕಲಬುರಗಿಯ ನೂತನ ಕನ್ಯಾ ಮಹಾವಿದ್ಯಾಲಯದ ಶಿಕ್ಷಕರಾದ ಸುಭಾಷ್ ಮಹಾಗಾಂವ್, ನಗರೇಶ್ವರ ಬಾಲ ವಿಕಾಸ ಮಂದಿರ ಶಾಲೆಯ ಮುಖ್ಯೋಪಾಧ್ಯಾಯರಾದ ಶ್ರೀಮತಿ ಡಿ ಸ್ಕಾನ್, ಎನ್ ಪಿ ಎಸ್ ಸ್ಕೂಲ್ ರೋಜಾ ರೇವಣ್ಣ, ಚೇತನ್ ಸ್ಕೂಲಿನ ಸಹಾಯಕ ಶಿಕ್ಷಕರಾದ ನಾಗವೇಣಿ ಹರಸೂರ್, ಕೇಂದ್ರೀಯ ಶಾಲೆಯ ಶಿಕ್ಷಕಿಯಾದ ಸುವರ್ಣ ಕುಲಕರ್ಣಿ, [945,1263,1197,1762]
women-headline: ಮಹಿಳಾ ಯೋಧರ ಅದಮ್ಯ ಚೈತನ್ಯ ವಿಚಾರ ಸಂಕಿರಣ [54,933,628,973]
stage-banner-line1: PIONEERING ONE DAY WORKSHOP ON [1177,233,1393,247]
atma-text-col3: ಕೇಂದ್ರ ಸರಕಾರಗಳ ವಿವಿಧ ಇಲಾಖೆ ಮತ್ತು ಅಂಗ ಸಂಸ್ಥೆಗಳಲ್ಲಿ ಕಾರ್ಯ ನಿರ್ವಹಿಸುವ ನಿವೃತ್ತಿಹೊಂದಿರುವ ಅಧಿಕಾರಿ/ನೌಕರರನ್ನು ಪ್ರಶಸ್ತಿಗೆ ಪರಿಗಣಿಸಲಾಗುವುದಿಲ್ಲ. ಈಗಾಗಲೇ ರಾಜ್ಯ ಮಟ್ಟ ಜಿಲ್ಲಾ ಮಟ್ಟ ಅಥವಾ ತಾಲ್ಲೂಕ ಮಟ್ಟದಲ್ಲಿ ಯಾವುದೇ ಪ್ರಶಸ್ತಿ ಪಡೆದಿದ್ದಲ್ಲಿ ಅಂತಹ ರೈತರು ಅರ್ಹರಿರುವುದಿಲ್ಲ. ಆಸಕ್ತ ರೈತರು ಹೆಚ್ಚಿನ ಮಾಹಿತಿಗಾಗಿ ಸಂಬಂಧಪಟ್ಟ ರೈತ ಸಂಪರ್ಕ ಕೇಂದ್ರ ಅಥವಾ ತಾಲ್ಲೂಕು ಕೃಷಿ ಅಧಿಕಾರಿಗಳ ಕಚೇರಿಯನ್ನು ಸಂಪರ್ಕಿಸಬಹುದು. ಭರ್ತಿ ಮಾಡಿದ ಅರ್ಜಿಯನ್ನು ಅಗತ್ಯ ದಾಖಲೆಗಳೊಂದಿಗೆ ಸಲ್ಲಿಸಲು ಸೆಪ್ಟೆಂಬರ್ 18ರ ಒಳಗೆ ನಿಗದಿತ್ತು ನಮೂನೆಯಲ್ಲಿ ಅರ್ಜಿ ಸಲ್ಲಿಸಬಹುದು. ಹೆಚ್ಚಿನ ಮಾಹಿತಿಗಾಗಿ ಸಹಾಯಕ ಕೃಷಿ ನಿರ್ದೇಶಕರು ಯಾದಗಿರಿ ಮೊ.9741287761, ಸುರಪುರ ಮೊ.7975478141, ಶಹಾಪುರ ಹಾಗೂ ತಾಂತ್ರಿಕ ಅಧಿಕಾರಿಗಳು ಸಂಪರ್ಕಿಸಲು ತಿಳಿಸಲಾಗಿದೆ. ಸಹಾಯಕ ತಾಂತ್ರಿಕ ವ್ಯವಸ್ಥಾಪಕರು ದೂರವಾಣಿ ಸಂಖ್ಯೆ ಮೊ.6361587248 ಗೆ ಸಂಪರ್ಕಿಸಲು ತಿಳಿಸಲಾಗಿದೆ. [640,1742,927,2057]
softskills-text-col3: ಸೆಂಟರ್‌ನ ನಿರ್ದೇಶಕಿ ಡಾ. ಸುಷ್ಮಾ ಎಚ್ ಸ್ವಾಗತಿಸಿ ಪ್ರಾಸ್ತಾವಿಕ ಮಾತುಗಳನ್ನಾಡುತ್ತಾ "ನಮ್ಮ ವೈಯಕ್ತಿಕ ಮತ್ತು ವೃತ್ತಿಪರ ಜೀವನಕ್ಕೆ ಮೃದು ಕೌಶಲ್ಯಗಳು ಬಹಳ ಮುಖ್ಯ. ವಿದ್ಯಾರ್ಥಿಗಳ ವ್ಯಕ್ತಿತ್ವದ ಸಮಗ್ರ ಅಭಿವೃದ್ಧಿಗಾಗಿ ಈ ಮೃದು ಕೌಶಲ್ಯ ಅಭಿವೃದ್ಧಿ ಕಾರ್ಯಕ್ರಮವನ್ನು ಆಯೋಜಿಸಲಾಗಿದೆ. ಭವಿಷ್ಯದಲ್ಲಿ ನಾವು ಈ ಕಾರ್ಯಕ್ರಮವನ್ನು ಬೋಧಕ ಮತ್ತು ಬೋಧಕೇತರ ಸಿಬ್ಬಂದಿ, ಕ್ರೀಡಾಂಗಣಗಳು ಮತ್ತು ಸಾಮಾನ್ಯ ಜನರಿಗೆ ವಿಸ್ತರಿಸುತ್ತೇವೆ" ಎಂದು ಅವರು ಹೇಳಿದರು. ಡಾ. ಸಫಿಯಾ ಪರ್ವಿನ್ ಕಾರ್ಯಕ್ರಮವನ್ನು ನಿರೂಪಿಸಿದರು; ಡಾ. ಕವಿತಾ ಸಂಗೋಳಗಿ ವಂದಿಸಿದರು. ಈ ಸಂದರ್ಭದಲ್ಲಿ ಡಾ. ಮೊಹಮ್ಮದ್ ಜೋಷ್ಪಿನ್, ಡಾ. ಗಣಪತಿ ಬಿ ಸಿನ್ನೂರ್, ಪ್ರೊ. ಕೆ ಪದ್ಮಶ್ರೀ, ಡಾ. ನವೀನ, ಡಾ. ಜಗದೀಶ, ಡಾ. ಶಿವ, ಡಾ. ಶ್ರೀಲಕ್ಷ್ಮಿ, ಡಾ. ಜೈಪಾಲ, ಡಾ. ವಾಣಿ, ಅಧ್ಯಾಪಕರು ಮತ್ತು ವಿದ್ಯಾರ್ಥಿಗಳು ಉಪಸ್ಥಿತರಿದ್ದರು. [1175,481,1466,750]
section-divider [945,2048,1466,2049]
softskills-headline: ಸಿಯುಕೆಯಲ್ಲಿ ಸಾಫ್ಟ್ ಸ್ಕಿಲ್ಸ್ ಡೆವಲಪ್‌ಮೆಂಟ್ ಸೆಂಟರ್ ಉದ್ಘಾಟನೆ [587,161,1246,198]
dargah-text-col2: ಬೆಣ್ಣೂರ್ ಸೈಯದ್ ಮಕಬುಲ್ ಅಲಿ ಸಾಹೇಬ್, ದರ್ಗಾ ಸಣ್ಣೂರ್ ಮೂತವಲಿ ಸಜ್ಜಾದಾ ನಶೀನ್ ಅಬ್ದುಲ್ ಸತ್ತಾರ್ ಸಾಹೇಬ್, ದಂಡೋತಿಯ ನಜೀರ್ ದರ್ಗಾ ಸಾಹೇಬ್, ಯಾದಗಿರಿಯ ಸಿರಾಜೋದ್ದೀನ್ ಶಿರಹಟ್ಟಾಣ್ ಸಾಹೇಬ್ ಬಡಿ ಮಜೀದ್, ಕಲಬುರಗಿಯ ಸೈಯದ್ ಅಬ್ದುಲ್ ರಶೀದ್ ದರ್ಬಾನ್, ಮಹಮ್ಮದ್ ಶಫೀಸಾಹೇಬ್ ಅವರಿಗೆ ಸನ್ಮಾನಿಸಿದರು. ಈ ಸಂದರ್ಭದಲ್ಲಿ ಗ್ರಾ.ಪಂ.ಅಧಿಕಾರಿ, ಕೆಇಬಿ ಅಧಿಕಾರಿ, ಪೊಲೀಸ್ ಸಿಬ್ಬಂದಿಗಳಿಗೆ ದರ್ಗಾದ ವಶಪರಂಪರೆ ಮೂತವಲ್ಲಿ ಸಜ್ಜಾದಾ ನಶೀನ್ ಅಶ್ಫಾಕ್ ಅಹಮದ್ ಅವರು ಸನ್ಮಾನಿಸಿದರು. ಗ್ರಾಮಸ್ಥರು ಮತ್ತು ಸಮಸ್ತ ಭಕ್ತರು ದರ್ಗಾ ಹಜರತ್ ಸಾತೋ ಶಹೀದ್ ಅವರ ಮೂರು ದಿನಗಳ ಉರುಸ್ ಕಾರ್ಯಕ್ರಮದಲ್ಲಿ ಪಾಲ್ಗೊಂಡು ಯಶಸ್ವಿಗೊಳಿಸಿದರು. [317,526,571,795]
footer-rule [50,2309,1468,2311]
section-divider [50,1620,936,1623]
samiti-photo [1246,2052,1466,2138]
atma-text-col1: ಯಾದಗಿರಿ: 2025-26ನೇ ಸಾಲಿನ ಆತ್ಮ ಯೋಜನೆಯಡಿ ಜಿಲ್ಲಾ ಮಟ್ಟದ ಶ್ರೇಷ್ಠ ಕೃಷಿಕ ಪ್ರಶಸ್ತಿ ಹಾಗೂ ತಾಲ್ಲೂಕ ಮಟ್ಟದ ಶ್ರೇಷ್ಠ ಕೃಷಿಕ ಪ್ರಶಸ್ತಿಯ ಅರ್ಜಿ ಆಹ್ವಾನಿಸಲಾಗಿದೆ ಎಂದು ಯಾದಗಿರಿ ಯೋಜನಾ ನಿರ್ದೇಶಕರು (ಆತ್ಮ) ಹಾಗೂ ಜಂಟಿ ಕೃಷಿ ನಿರ್ದೇಶಕರು ರತೀಂದ್ರನಾಥ ಸೂಗೂರ ಅವರು ತಿಳಿಸಿದ್ದಾರೆ. ಆತ್ಮ ಯೋಜನೆಯಡಿಯಲ್ಲಿ ಜಿಲ್ಲಾ ಮಟ್ಟದ ಶ್ರೇಷ್ಠ ಕೃಷಿಕ ಪ್ರಶಸ್ತಿ ಹಾಗೂ ತಾಲ್ಲೂಕ ಮಟ್ಟದ ಶ್ರೇಷ್ಠ ಕೃಷಿಕ ಪ್ರಶಸ್ತಿಗಳನ್ನು, ಪ್ರಗತಿಪರ ರೈತರ ಸಾಧನೆಗಳನ್ನು ಗುರುತಿಸಿ ಪುರಸ್ಕರಿಸಲು ಸರ್ಕಾರದಿಂದ ತೀರ್ಮಾನಿಸಲಾಗಿದ್ದು, ಕೃಷಿ ವಲಯದಲ್ಲಿ ತಮ್ಮದೇ ಆದ ವಿಶಿಷ್ಟ ಸಾಧನೆ ಮಾಡಿ ಇತರೆ ರೈತರಿಗೆ ಮಾದರಿಯಾಗಿರುವ ರೈತರನ್ನು ಗುರುತಿಸಿ ಪ್ರಶಸ್ತಿ ನೀಡಲಾಗುವುದು. ಕೃಷಿ ಕ್ಷೇತ್ರದಲ್ಲಿ ಹೊಸ ತಾಂತ್ರಿಕತೆ ಅಳವಡಿಸಿ ಉತ್ತಮ ಇಳುವರಿ ಪಡೆದು ಆರ್ಥಿಕವಾಗಿ ಸಬಲರಾದ ರೈತರು ಪ್ರಶಸ್ತಿಗೆ ಅರ್ಜಿ ಸಲ್ಲಿಸಬಹುದು. 2025-ನೇ ಸಾಲಿನ ಜಿಲ್ಲಾ ಮಟ್ಟದ ಶ್ರೇಷ್ಠ ಕೃಷಿಕ ಪ್ರಶಸ್ತಿ ಹಾಗೂ ತಾಲ್ಲೂಕ ಮಟ್ಟದ ಶ್ರೇಷ್ಠ ಕೃಷಿಕ ಪ್ರಶಸ್ತಿಗಾಗಿ ಭಾಗವಹಿಸಬೇಕಾದ ರೈತರು ತಮ್ಮ ಹತ್ತಿರದ ಕೃಷಿ ಕ್ಷೇತ್ರದಲ್ಲಿ ಅರ್ಜಿ ಪಡೆದುಕೊಳ್ಳಬಹುದು. [54,1762,334,2123]
column-divider [936,932,938,2303]
dargah-photo [54,249,571,495]
contact-banner: ಸುದ್ದಿ ಮತ್ತು ಜಾಹೀರಾತುಗಳಿಗೆ ಸಂಪರ್ಕಿಸಿ [60,86,436,118]
softskills-byline: ಪ್ರಮಥವಾಣಿ.ಕಾಂ [587,213,660,228]
